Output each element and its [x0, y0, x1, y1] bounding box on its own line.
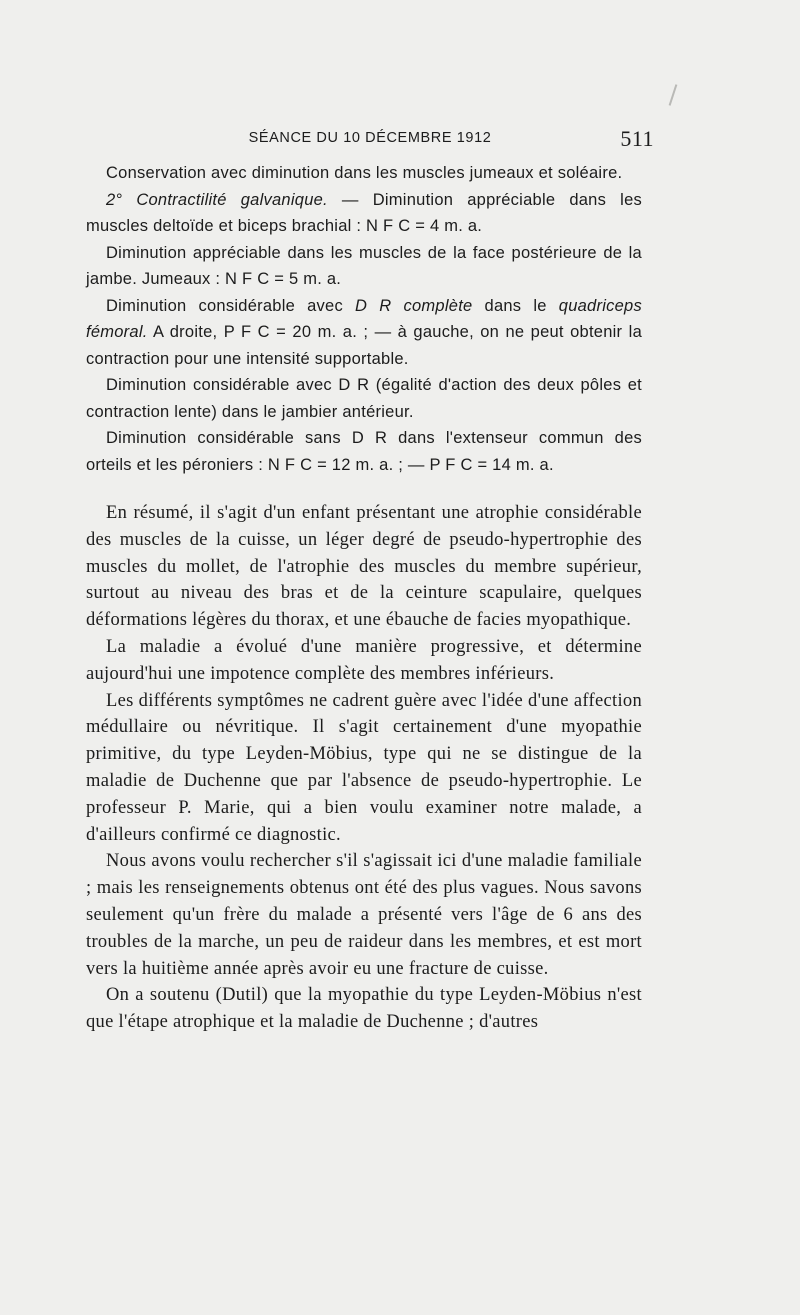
- pencil-mark: [669, 84, 678, 106]
- section-title: 2° Contractilité galvanique.: [106, 190, 328, 209]
- paragraph: Conservation avec diminution dans les muscles jumeaux et soléaire.: [106, 164, 623, 182]
- paragraph: La maladie a évolué d'une manière progressive, et détermine aujourd'hui une impotence complète des membres inférieurs.: [86, 636, 642, 684]
- paragraph: On a soutenu (Dutil) que la myopathie du type Leyden-Möbius n'est que l'étape atrophique et la maladie de Duchenne ; d'autres: [86, 985, 642, 1033]
- summary-block: [86, 500, 642, 1036]
- paragraph: Diminution considérable avec D R (égalité d'action des deux pôles et contraction lente) dans le jambier antérieur.: [86, 376, 642, 421]
- electro-findings-block: [86, 160, 642, 478]
- paragraph: Diminution considérable sans D R dans l'extenseur commun des orteils et les péroniers : N F C = 12 m. a. ; — P F C = 14 m. a.: [86, 429, 642, 474]
- running-head: SÉANCE DU 10 DÉCEMBRE 1912: [248, 130, 492, 146]
- paragraph: 2° Contractilité galvanique. — Diminution appréciable dans les muscles deltoïde et biceps brachial : N F C = 4 m. a.: [86, 190, 642, 235]
- paragraph: Nous avons voulu rechercher s'il s'agissait ici d'une maladie familiale ; mais les renseignements obtenus ont été des plus vagues. Nous savons seulement qu'un frère du malade a présenté vers l'âge de 6 ans des troubles de la marche, un peu de raideur dans les membres, et est mort vers la huitième année après avoir eu une fracture de cuisse.: [86, 851, 642, 979]
- paragraph: En résumé, il s'agit d'un enfant présentant une atrophie considérable des muscles de la cuisse, un léger degré de pseudo-hypertrophie des muscles du mollet, de l'atrophie des muscles du membre supérieur, surtout au niveau des bras et de la ceinture scapulaire, quelques déformations légères du thorax, et une ébauche de facies myopathique.: [86, 503, 642, 631]
- paragraph: Diminution appréciable dans les muscles de la face postérieure de la jambe. Jumeaux : N F C = 5 m. a.: [86, 243, 642, 288]
- page-number: 511: [620, 126, 654, 151]
- paragraph: Les différents symptômes ne cadrent guère avec l'idée d'une affection médullaire ou névritique. Il s'agit certainement d'une myopathie primitive, du type Leyden-Möbius, type qui ne se distingue de la maladie de Duchenne que par l'absence de pseudo-hypertrophie. Le professeur P. Marie, qui a bien voulu examiner notre malade, a d'ailleurs confirmé ce diagnostic.: [86, 690, 642, 845]
- paragraph: Diminution considérable avec D R complète dans le quadriceps fémoral. A droite, P F C = 20 m. a. ; — à gauche, on ne peut obtenir la contraction pour une intensité supportable.: [86, 296, 642, 368]
- page-header: [86, 126, 654, 150]
